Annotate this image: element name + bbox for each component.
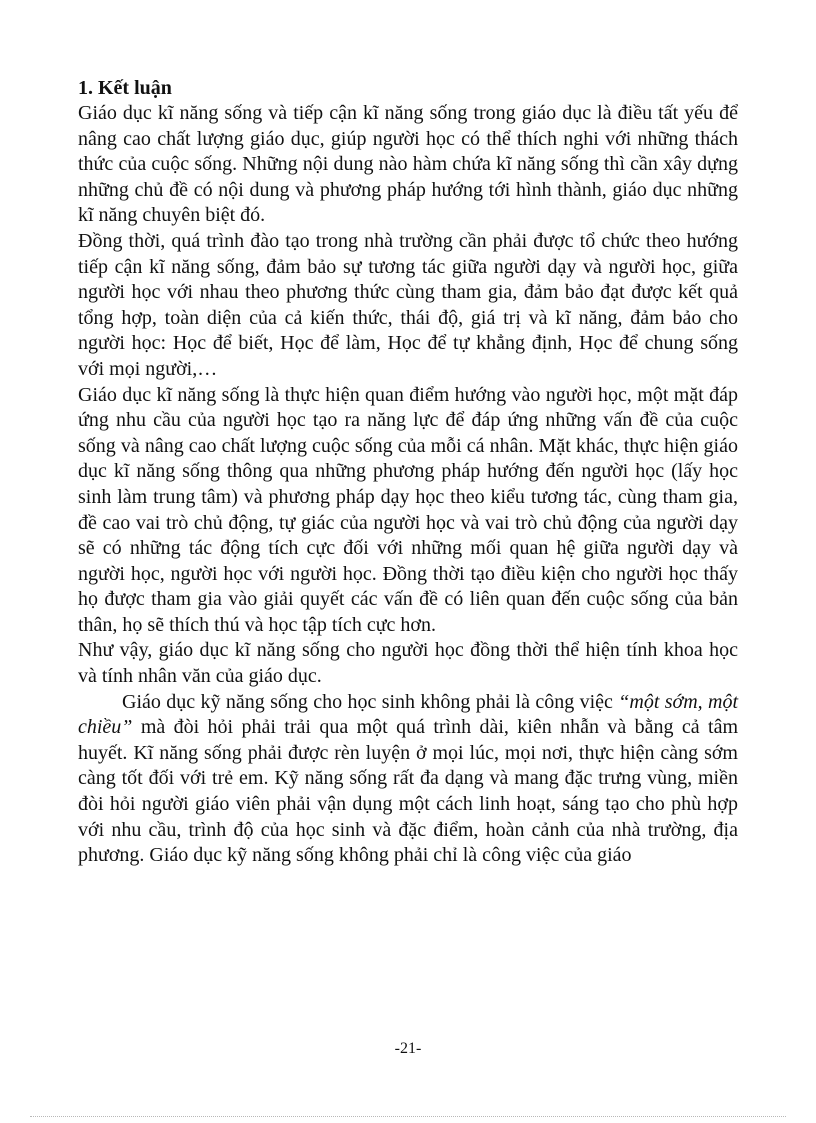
paragraph-long-process-start: Giáo dục kỹ năng sống cho học sinh không phải là công việc (122, 690, 619, 713)
document-page (78, 76, 738, 869)
paragraph-long-process (78, 690, 738, 869)
paragraph-skills-education: Giáo dục kĩ năng sống và tiếp cận kĩ năng sống trong giáo dục là điều tất yếu để nâng cao chất lượng giáo dục, giúp người học có thể thích nghi với những thách thức của cuộc sống. Những nội dung nào hàm chứa kĩ năng sống thì cần xây dựng những chủ đề có nội dung và phương pháp hướng tới hình thành, giáo dục những kĩ năng chuyên biệt đó. (78, 102, 738, 227)
paragraph-learner-centered: Giáo dục kĩ năng sống là thực hiện quan điểm hướng vào người học, một mặt đáp ứng nhu cầu của người học tạo ra năng lực để đáp ứng những vấn đề của cuộc sống và nâng cao chất lượng cuộc sống của mỗi cá nhân. Mặt khác, thực hiện giáo dục kĩ năng sống thông qua những phương pháp hướng đến người học (lấy học sinh làm trung tâm) và phương pháp dạy học theo kiểu tương tác, cùng tham gia, đề cao vai trò chủ động, tự giác của người học và vai trò chủ động của người dạy sẽ có những tác động tích cực đối với những mối quan hệ giữa người dạy và người học, người học với người học. Đồng thời tạo điều kiện cho người học thấy họ được tham gia vào giải quyết các vấn đề có liên quan đến cuộc sống của bản thân, họ sẽ thích thú và học tập tích cực hơn. (78, 383, 738, 636)
paragraph-conclusion: Như vậy, giáo dục kĩ năng sống cho người học đồng thời thể hiện tính khoa học và tính nhân văn của giáo dục. (78, 639, 738, 688)
paragraph-long-process-rest: mà đòi hỏi phải trải qua một quá trình dài, kiên nhẫn và bằng cả tâm huyết. Kĩ năng sống phải được rèn luyện ở mọi lúc, mọi nơi, thực hiện càng sớm càng tốt đối với trẻ em. Kỹ năng sống rất đa dạng và mang đặc trưng vùng, miền đòi hỏi người giáo viên phải vận dụng một cách linh hoạt, sáng tạo cho phù hợp với nhu cầu, trình độ của học sinh và đặc điểm, hoàn cảnh của nhà trường, địa phương. Giáo dục kỹ năng sống không phải chỉ là công việc của giáo (78, 716, 738, 867)
section-heading: 1. Kết luận (78, 77, 172, 99)
italic-quote: “một sớm, một chiều” (78, 690, 738, 739)
paragraph-training-process: Đồng thời, quá trình đào tạo trong nhà trường cần phải được tổ chức theo hướng tiếp cận kĩ năng sống, đảm bảo sự tương tác giữa người dạy và người học, giữa người học với nhau theo phương thức cùng tham gia, đảm bảo đạt được kết quả tổng hợp, toàn diện của cả kiến thức, thái độ, giá trị và kĩ năng, đảm bảo cho người học: Học để biết, Học để làm, Học để tự khẳng định, Học để chung sống với mọi người,… (78, 229, 738, 380)
page-bottom-divider (30, 1116, 786, 1117)
page-number: -21- (394, 1040, 422, 1057)
